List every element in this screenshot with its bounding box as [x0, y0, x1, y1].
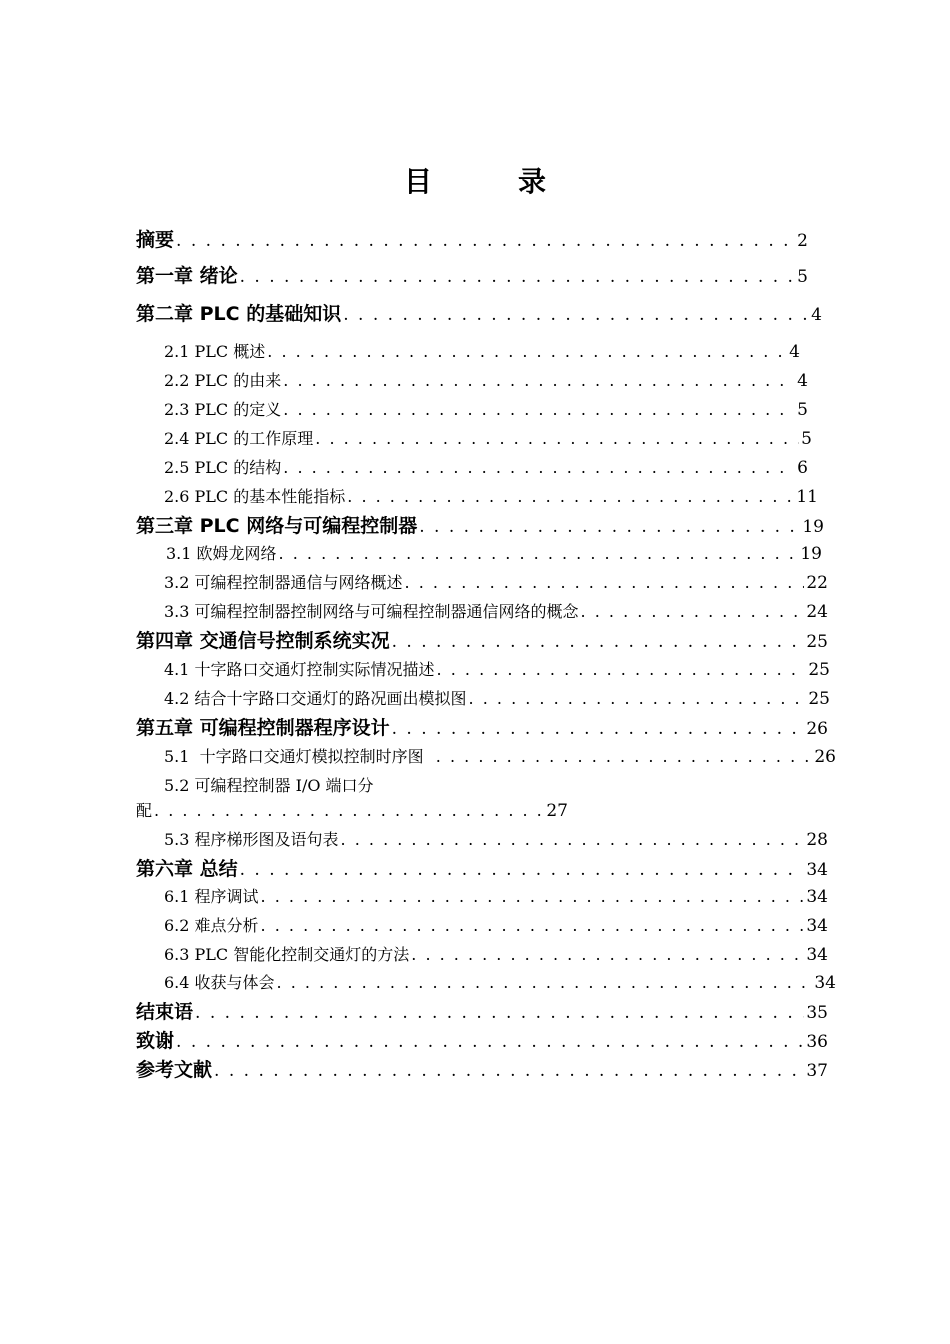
- toc-entry-label: 5.3 程序梯形图及语句表: [164, 830, 339, 849]
- toc-entry-label: 6.3 PLC 智能化控制交通灯的方法: [164, 945, 410, 964]
- toc-title-right: 录: [518, 165, 547, 198]
- toc-entry-5-2-line1[interactable]: 5.2 可编程控制器 I/O 端口分: [164, 776, 374, 795]
- toc-entry-label: 致谢: [136, 1030, 175, 1052]
- toc-entry-chapter-5[interactable]: [136, 713, 828, 740]
- toc-entry-label: 6.2 难点分析: [164, 916, 259, 935]
- toc-entry-6-3[interactable]: [164, 942, 828, 965]
- toc-leader-dots: [419, 517, 800, 537]
- toc-entry-page: 28: [806, 830, 828, 850]
- toc-entry-page: 6: [797, 458, 808, 478]
- toc-entry-page: 25: [808, 689, 830, 709]
- toc-entry-page: 24: [806, 602, 828, 622]
- toc-entry-label: 2.1 PLC 概述: [164, 342, 266, 361]
- toc-entry-page: 11: [796, 487, 818, 507]
- toc-entry-page: 27: [546, 801, 568, 821]
- toc-entry-label: 2.5 PLC 的结构: [164, 458, 282, 477]
- toc-entry-label: 2.3 PLC 的定义: [164, 400, 282, 419]
- toc-entry-abstract[interactable]: [136, 225, 808, 252]
- toc-leader-dots: [261, 887, 805, 906]
- toc-entry-3-1[interactable]: [166, 541, 822, 564]
- toc-entry-page: 26: [814, 747, 836, 767]
- toc-entry-page: 25: [806, 632, 828, 652]
- toc-leader-dots: [154, 801, 544, 820]
- toc-entry-page: 34: [806, 860, 828, 880]
- toc-leader-dots: [240, 860, 805, 880]
- toc-entry-4-1[interactable]: [164, 657, 830, 680]
- toc-entry-label: 6.4 收获与体会: [164, 973, 275, 992]
- toc-entry-page: 19: [800, 544, 822, 564]
- toc-entry-label: 第二章 PLC 的基础知识: [136, 303, 342, 325]
- toc-leader-dots: [279, 544, 799, 563]
- toc-entry-4-2[interactable]: [164, 686, 830, 709]
- toc-entry-5-1[interactable]: [164, 744, 836, 767]
- toc-entry-label: 配: [136, 801, 153, 820]
- toc-entry-2-6[interactable]: [164, 484, 818, 507]
- toc-entry-label: 4.1 十字路口交通灯控制实际情况描述: [164, 660, 435, 679]
- toc-entry-3-3[interactable]: [164, 599, 828, 622]
- toc-entry-6-1[interactable]: [164, 884, 828, 907]
- toc-entry-page: 34: [806, 887, 828, 907]
- toc-entry-page: 2: [797, 231, 808, 251]
- toc-entry-chapter-1[interactable]: [136, 261, 808, 288]
- toc-entry-page: 25: [808, 660, 830, 680]
- toc-leader-dots: [437, 660, 807, 679]
- toc-entry-label: 第一章 绪论: [136, 265, 238, 287]
- toc-leader-dots: [392, 719, 805, 739]
- toc-entry-chapter-6[interactable]: [136, 854, 828, 881]
- toc-entry-label: 参考文献: [136, 1059, 213, 1081]
- toc-entry-page: 34: [814, 973, 836, 993]
- toc-entry-label: 3.2 可编程控制器通信与网络概述: [164, 573, 403, 592]
- toc-entry-acknowledgements[interactable]: [136, 1026, 828, 1053]
- toc-entry-2-5[interactable]: [164, 455, 808, 478]
- toc-leader-dots: [315, 429, 799, 448]
- toc-entry-2-3[interactable]: [164, 397, 808, 420]
- toc-leader-dots: [347, 487, 794, 506]
- toc-entry-2-4[interactable]: [164, 426, 812, 449]
- toc-entry-page: 5: [797, 400, 808, 420]
- toc-leader-dots: [267, 342, 787, 361]
- toc-leader-dots: [581, 602, 805, 621]
- toc-entry-3-2[interactable]: [164, 570, 828, 593]
- toc-entry-page: 34: [806, 945, 828, 965]
- toc-entry-conclusion[interactable]: [136, 997, 828, 1024]
- toc-leader-dots: [283, 371, 795, 390]
- toc-entry-label: 2.2 PLC 的由来: [164, 371, 282, 390]
- toc-entry-label: 第五章 可编程控制器程序设计: [136, 717, 390, 739]
- toc-entry-chapter-3[interactable]: [136, 511, 824, 538]
- toc-leader-dots: [343, 305, 809, 325]
- toc-leader-dots: [436, 747, 813, 766]
- toc-leader-dots: [411, 945, 804, 964]
- toc-entry-label: 结束语: [136, 1001, 194, 1023]
- toc-leader-dots: [195, 1003, 804, 1023]
- toc-entry-page: 35: [806, 1003, 828, 1023]
- toc-entry-page: 36: [806, 1032, 828, 1052]
- toc-entry-label: 第六章 总结: [136, 858, 238, 880]
- toc-entry-page: 34: [806, 916, 828, 936]
- toc-leader-dots: [261, 916, 805, 935]
- toc-leader-dots: [283, 458, 795, 477]
- toc-entry-label: 2.4 PLC 的工作原理: [164, 429, 314, 448]
- toc-entry-page: 5: [797, 267, 808, 287]
- toc-entry-6-4[interactable]: [164, 970, 836, 993]
- toc-leader-dots: [176, 231, 795, 251]
- toc-entry-label: 2.6 PLC 的基本性能指标: [164, 487, 346, 506]
- toc-leader-dots: [240, 267, 796, 287]
- toc-leader-dots: [392, 632, 805, 652]
- toc-entry-label: 5.1 十字路口交通灯模拟控制时序图: [164, 747, 434, 766]
- toc-entry-page: 4: [789, 342, 800, 362]
- toc-entry-page: 19: [802, 517, 824, 537]
- toc-entry-page: 5: [801, 429, 812, 449]
- toc-entry-page: 26: [806, 719, 828, 739]
- toc-entry-label: 6.1 程序调试: [164, 887, 259, 906]
- toc-entry-6-2[interactable]: [164, 913, 828, 936]
- toc-leader-dots: [277, 973, 813, 992]
- toc-entry-chapter-4[interactable]: [136, 626, 828, 653]
- toc-entry-page: 4: [811, 305, 822, 325]
- toc-entry-references[interactable]: [136, 1055, 828, 1082]
- toc-entry-label: 摘要: [136, 229, 175, 251]
- toc-entry-2-2[interactable]: [164, 368, 808, 391]
- toc-entry-label: 4.2 结合十字路口交通灯的路况画出模拟图: [164, 689, 467, 708]
- toc-entry-label: 第三章 PLC 网络与可编程控制器: [136, 515, 418, 537]
- toc-entry-label: 3.1 欧姆龙网络: [166, 544, 277, 563]
- toc-leader-dots: [469, 689, 807, 708]
- toc-entry-label: 第四章 交通信号控制系统实况: [136, 630, 390, 652]
- toc-leader-dots: [176, 1032, 804, 1052]
- toc-entry-label: 3.3 可编程控制器控制网络与可编程控制器通信网络的概念: [164, 602, 579, 621]
- toc-entry-2-1[interactable]: [164, 339, 800, 362]
- toc-leader-dots: [341, 830, 805, 849]
- toc-leader-dots: [283, 400, 795, 419]
- toc-title-left: 目: [403, 165, 432, 198]
- toc-entry-5-3[interactable]: [164, 827, 828, 850]
- toc-entry-page: 37: [806, 1061, 828, 1081]
- toc-leader-dots: [214, 1061, 804, 1081]
- toc-entry-5-2-line2[interactable]: [136, 798, 568, 821]
- toc-entry-page: 4: [797, 371, 808, 391]
- toc-entry-chapter-2[interactable]: [136, 299, 822, 326]
- toc-leader-dots: [405, 573, 805, 592]
- toc-entry-page: 22: [806, 573, 828, 593]
